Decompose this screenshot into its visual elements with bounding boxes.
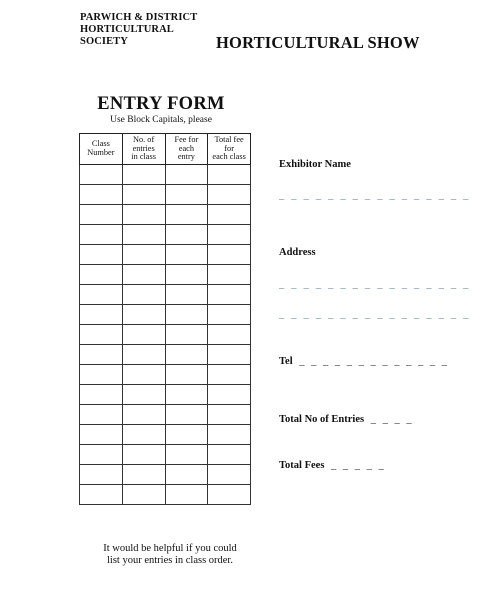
table-cell[interactable] bbox=[80, 205, 123, 225]
table-cell[interactable] bbox=[165, 345, 208, 365]
table-cell[interactable] bbox=[80, 385, 123, 405]
society-name bbox=[80, 12, 197, 48]
total-entries-label: Total No of Entries bbox=[279, 414, 365, 425]
table-cell[interactable] bbox=[165, 205, 208, 225]
table-row bbox=[80, 325, 251, 345]
table-row bbox=[80, 205, 251, 225]
society-line: HORTICULTURAL bbox=[80, 24, 174, 35]
table-cell[interactable] bbox=[80, 225, 123, 245]
table-cell[interactable] bbox=[208, 425, 251, 445]
header-line: entry bbox=[177, 152, 195, 162]
header-line: entries bbox=[132, 143, 155, 153]
address-label: Address bbox=[279, 247, 316, 258]
table-cell[interactable] bbox=[122, 205, 165, 225]
header-fee-each-entry bbox=[165, 134, 208, 165]
table-cell[interactable] bbox=[80, 405, 123, 425]
header-class-number bbox=[80, 134, 123, 165]
table-cell[interactable] bbox=[80, 305, 123, 325]
table-row bbox=[80, 365, 251, 385]
table-row bbox=[80, 445, 251, 465]
total-fees-label: Total Fees bbox=[279, 460, 325, 471]
table-cell[interactable] bbox=[165, 445, 208, 465]
table-cell[interactable] bbox=[122, 285, 165, 305]
table-cell[interactable] bbox=[165, 425, 208, 445]
table-row bbox=[80, 225, 251, 245]
table-cell[interactable] bbox=[208, 405, 251, 425]
table-row bbox=[80, 265, 251, 285]
table-row bbox=[80, 165, 251, 185]
table-cell[interactable] bbox=[122, 405, 165, 425]
table-cell[interactable] bbox=[80, 185, 123, 205]
table-cell[interactable] bbox=[165, 185, 208, 205]
header-entries-in-class bbox=[122, 134, 165, 165]
table-cell[interactable] bbox=[122, 445, 165, 465]
table-cell[interactable] bbox=[208, 385, 251, 405]
table-cell[interactable] bbox=[122, 485, 165, 505]
table-cell[interactable] bbox=[80, 265, 123, 285]
table-cell[interactable] bbox=[208, 365, 251, 385]
address-field-line-2[interactable]: _ _ _ _ _ _ _ _ _ _ _ _ _ _ _ _ bbox=[279, 309, 471, 320]
table-cell[interactable] bbox=[208, 185, 251, 205]
header-line: each class bbox=[212, 152, 246, 162]
tel-label: Tel bbox=[279, 356, 293, 367]
entries-table bbox=[79, 133, 251, 505]
table-row bbox=[80, 485, 251, 505]
table-cell[interactable] bbox=[122, 425, 165, 445]
table-cell[interactable] bbox=[80, 245, 123, 265]
total-entries-field[interactable]: _ _ _ _ bbox=[370, 414, 414, 425]
exhibitor-name-label: Exhibitor Name bbox=[279, 159, 351, 170]
header-line: Fee for bbox=[174, 135, 199, 145]
table-cell[interactable] bbox=[122, 165, 165, 185]
table-cell[interactable] bbox=[208, 485, 251, 505]
footer-note bbox=[100, 543, 240, 567]
table-cell[interactable] bbox=[208, 205, 251, 225]
table-cell[interactable] bbox=[165, 165, 208, 185]
table-cell[interactable] bbox=[165, 305, 208, 325]
table-cell[interactable] bbox=[80, 465, 123, 485]
form-title: ENTRY FORM bbox=[97, 94, 225, 114]
exhibitor-name-field[interactable]: _ _ _ _ _ _ _ _ _ _ _ _ _ _ _ _ bbox=[279, 190, 471, 201]
table-cell[interactable] bbox=[208, 445, 251, 465]
tel-row bbox=[279, 356, 449, 367]
table-cell[interactable] bbox=[208, 305, 251, 325]
table-cell[interactable] bbox=[208, 325, 251, 345]
table-cell[interactable] bbox=[122, 465, 165, 485]
table-row bbox=[80, 185, 251, 205]
table-cell[interactable] bbox=[122, 345, 165, 365]
table-cell[interactable] bbox=[165, 405, 208, 425]
table-cell[interactable] bbox=[165, 365, 208, 385]
table-row bbox=[80, 305, 251, 325]
table-cell[interactable] bbox=[122, 325, 165, 345]
form-instruction: Use Block Capitals, please bbox=[110, 115, 212, 125]
table-cell[interactable] bbox=[122, 185, 165, 205]
table-row bbox=[80, 245, 251, 265]
header-line: Class bbox=[91, 139, 110, 149]
table-cell[interactable] bbox=[122, 225, 165, 245]
table-cell[interactable] bbox=[208, 265, 251, 285]
total-entries-row bbox=[279, 414, 414, 425]
header-line: Number bbox=[87, 148, 115, 157]
table-row bbox=[80, 405, 251, 425]
table-cell[interactable] bbox=[165, 465, 208, 485]
table-cell[interactable] bbox=[80, 365, 123, 385]
table-cell[interactable] bbox=[165, 325, 208, 345]
header-line: No. of bbox=[133, 135, 155, 145]
tel-field[interactable]: _ _ _ _ _ _ _ _ _ _ _ _ _ bbox=[299, 356, 449, 367]
footer-line: list your entries in class order. bbox=[107, 555, 233, 566]
table-cell[interactable] bbox=[208, 245, 251, 265]
table-cell[interactable] bbox=[208, 165, 251, 185]
table-cell[interactable] bbox=[80, 425, 123, 445]
society-line: PARWICH & DISTRICT bbox=[80, 12, 198, 23]
header-line: in class bbox=[131, 152, 156, 162]
table-cell[interactable] bbox=[122, 385, 165, 405]
table-cell[interactable] bbox=[165, 225, 208, 245]
table-row bbox=[80, 285, 251, 305]
table-cell[interactable] bbox=[80, 445, 123, 465]
society-line: SOCIETY bbox=[80, 36, 128, 47]
table-cell[interactable] bbox=[80, 165, 123, 185]
header-line: for bbox=[224, 143, 234, 153]
header-line: Total fee bbox=[214, 135, 244, 145]
table-cell[interactable] bbox=[80, 285, 123, 305]
table-row bbox=[80, 465, 251, 485]
table-cell[interactable] bbox=[208, 285, 251, 305]
table-cell[interactable] bbox=[208, 225, 251, 245]
table-cell[interactable] bbox=[122, 305, 165, 325]
table-cell[interactable] bbox=[122, 265, 165, 285]
entries-table-body bbox=[80, 165, 251, 505]
table-row bbox=[80, 385, 251, 405]
table-row bbox=[80, 425, 251, 445]
header-total-fee bbox=[208, 134, 251, 165]
table-row bbox=[80, 345, 251, 365]
table-cell[interactable] bbox=[80, 345, 123, 365]
show-title: HORTICULTURAL SHOW bbox=[216, 33, 420, 52]
table-header-row bbox=[80, 134, 251, 165]
table-cell[interactable] bbox=[165, 485, 208, 505]
footer-line: It would be helpful if you could bbox=[103, 543, 237, 554]
table-cell[interactable] bbox=[122, 245, 165, 265]
address-field-line-1[interactable]: _ _ _ _ _ _ _ _ _ _ _ _ _ _ _ _ bbox=[279, 279, 471, 290]
table-cell[interactable] bbox=[80, 325, 123, 345]
table-cell[interactable] bbox=[80, 485, 123, 505]
table-cell[interactable] bbox=[165, 245, 208, 265]
total-fees-row bbox=[279, 460, 386, 471]
table-cell[interactable] bbox=[208, 465, 251, 485]
total-fees-field[interactable]: _ _ _ _ _ bbox=[331, 460, 386, 471]
table-cell[interactable] bbox=[165, 385, 208, 405]
table-cell[interactable] bbox=[208, 345, 251, 365]
table-cell[interactable] bbox=[122, 365, 165, 385]
table-cell[interactable] bbox=[165, 285, 208, 305]
table-cell[interactable] bbox=[165, 265, 208, 285]
header-line: each bbox=[178, 143, 194, 153]
